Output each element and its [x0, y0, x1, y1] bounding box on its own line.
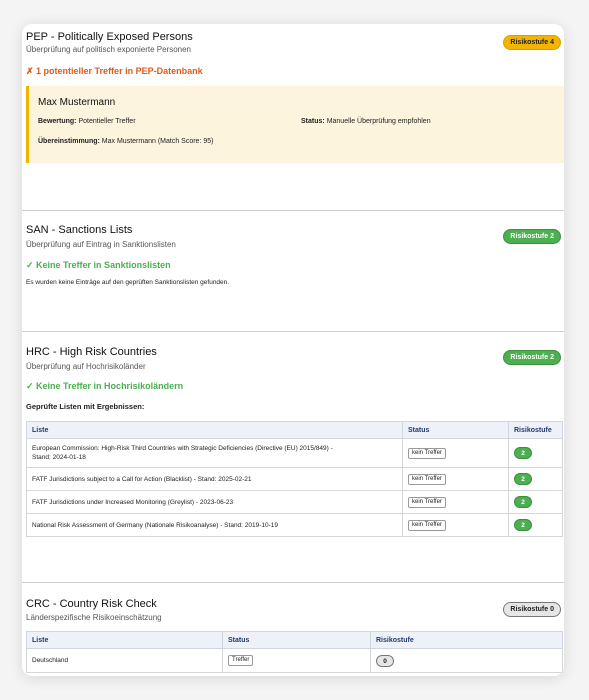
- row-risk: [509, 514, 563, 537]
- crc-title: CRC - Country Risk Check: [26, 598, 157, 610]
- row-status: [403, 439, 509, 468]
- status-tag: Treffer: [228, 655, 253, 666]
- san-section: [22, 211, 564, 331]
- hrc-lists-heading: Geprüfte Listen mit Ergebnissen:: [26, 402, 145, 411]
- row-status: [223, 649, 371, 673]
- row-risk: [509, 439, 563, 468]
- hrc-title: HRC - High Risk Countries: [26, 346, 157, 358]
- risk-pill: 2: [514, 519, 532, 531]
- row-liste: National Risk Assessment of Germany (Nationale Risikoanalyse) - Stand: 2019-10-19: [27, 514, 403, 537]
- san-title: SAN - Sanctions Lists: [26, 224, 133, 236]
- row-risk: [509, 491, 563, 514]
- row-liste-line2: Stand: 2024-01-18: [32, 454, 86, 461]
- san-hit-message: ✓ Keine Treffer in Sanktionslisten: [26, 260, 171, 270]
- column-header-status: Status: [403, 422, 509, 439]
- row-risk: [371, 649, 563, 673]
- table-row: [27, 514, 563, 537]
- risk-pill: 2: [514, 496, 532, 508]
- row-liste-line1: European Commission: High-Risk Third Countries with Strategic Deficiencies (Directive (EU) 2015/849) -: [32, 445, 333, 452]
- pep-uebereinstimmung-label: Übereinstimmung:: [38, 138, 100, 145]
- pep-status: [301, 118, 431, 125]
- crc-table: [26, 631, 563, 673]
- column-header-risikostufe: Risikostufe: [509, 422, 563, 439]
- hrc-section: [22, 332, 564, 582]
- pep-section: [22, 24, 564, 210]
- row-status: [403, 491, 509, 514]
- pep-bewertung-label: Bewertung:: [38, 118, 77, 125]
- screening-results-card: [22, 24, 564, 676]
- row-risk: [509, 468, 563, 491]
- risk-pill: 2: [514, 473, 532, 485]
- column-header-risikostufe: Risikostufe: [371, 632, 563, 649]
- pep-title: PEP - Politically Exposed Persons: [26, 31, 193, 43]
- pep-bewertung: [38, 118, 136, 125]
- table-row: [27, 439, 563, 468]
- row-liste: Deutschland: [27, 649, 223, 673]
- pep-uebereinstimmung: [38, 138, 213, 145]
- hrc-lists-table: [26, 421, 563, 537]
- san-note: Es wurden keine Einträge auf den geprüften Sanktionslisten gefunden.: [26, 279, 230, 286]
- status-tag: kein Treffer: [408, 448, 446, 459]
- crc-subtitle: Länderspezifische Risikoeinschätzung: [26, 613, 162, 622]
- row-liste: FATF Jurisdictions subject to a Call for Action (Blacklist) - Stand: 2025-02-21: [27, 468, 403, 491]
- pep-status-value: Manuelle Überprüfung empfohlen: [326, 118, 431, 125]
- row-status: [403, 468, 509, 491]
- crc-section: [22, 583, 564, 676]
- table-row: [27, 649, 563, 673]
- table-header-row: [27, 422, 563, 439]
- pep-uebereinstimmung-value: Max Mustermann (Match Score: 95): [101, 138, 214, 145]
- pep-status-label: Status:: [301, 118, 325, 125]
- san-risk-badge: Risikostufe 2: [503, 229, 561, 244]
- risk-pill: 0: [376, 655, 394, 667]
- status-tag: kein Treffer: [408, 520, 446, 531]
- status-tag: kein Treffer: [408, 474, 446, 485]
- pep-risk-badge: Risikostufe 4: [503, 35, 561, 50]
- pep-bewertung-value: Potentieller Treffer: [78, 118, 136, 125]
- san-subtitle: Überprüfung auf Eintrag in Sanktionslisten: [26, 240, 176, 249]
- hrc-hit-message: ✓ Keine Treffer in Hochrisikoländern: [26, 381, 184, 391]
- pep-subtitle: Überprüfung auf politisch exponierte Personen: [26, 45, 191, 54]
- status-tag: kein Treffer: [408, 497, 446, 508]
- hrc-subtitle: Überprüfung auf Hochrisikoländer: [26, 362, 146, 371]
- pep-hit-message: ✗ 1 potentieller Treffer in PEP-Datenbank: [26, 66, 203, 76]
- crc-risk-badge: Risikostufe 0: [503, 602, 561, 617]
- table-header-row: [27, 632, 563, 649]
- pep-match-box: [26, 86, 564, 163]
- table-row: [27, 491, 563, 514]
- table-row: [27, 468, 563, 491]
- column-header-status: Status: [223, 632, 371, 649]
- hrc-risk-badge: Risikostufe 2: [503, 350, 561, 365]
- pep-match-name: Max Mustermann: [38, 97, 116, 108]
- column-header-liste: Liste: [27, 632, 223, 649]
- risk-pill: 2: [514, 447, 532, 459]
- row-liste: [27, 439, 403, 468]
- row-status: [403, 514, 509, 537]
- row-liste: FATF Jurisdictions under Increased Monitoring (Greylist) - 2023-06-23: [27, 491, 403, 514]
- column-header-liste: Liste: [27, 422, 403, 439]
